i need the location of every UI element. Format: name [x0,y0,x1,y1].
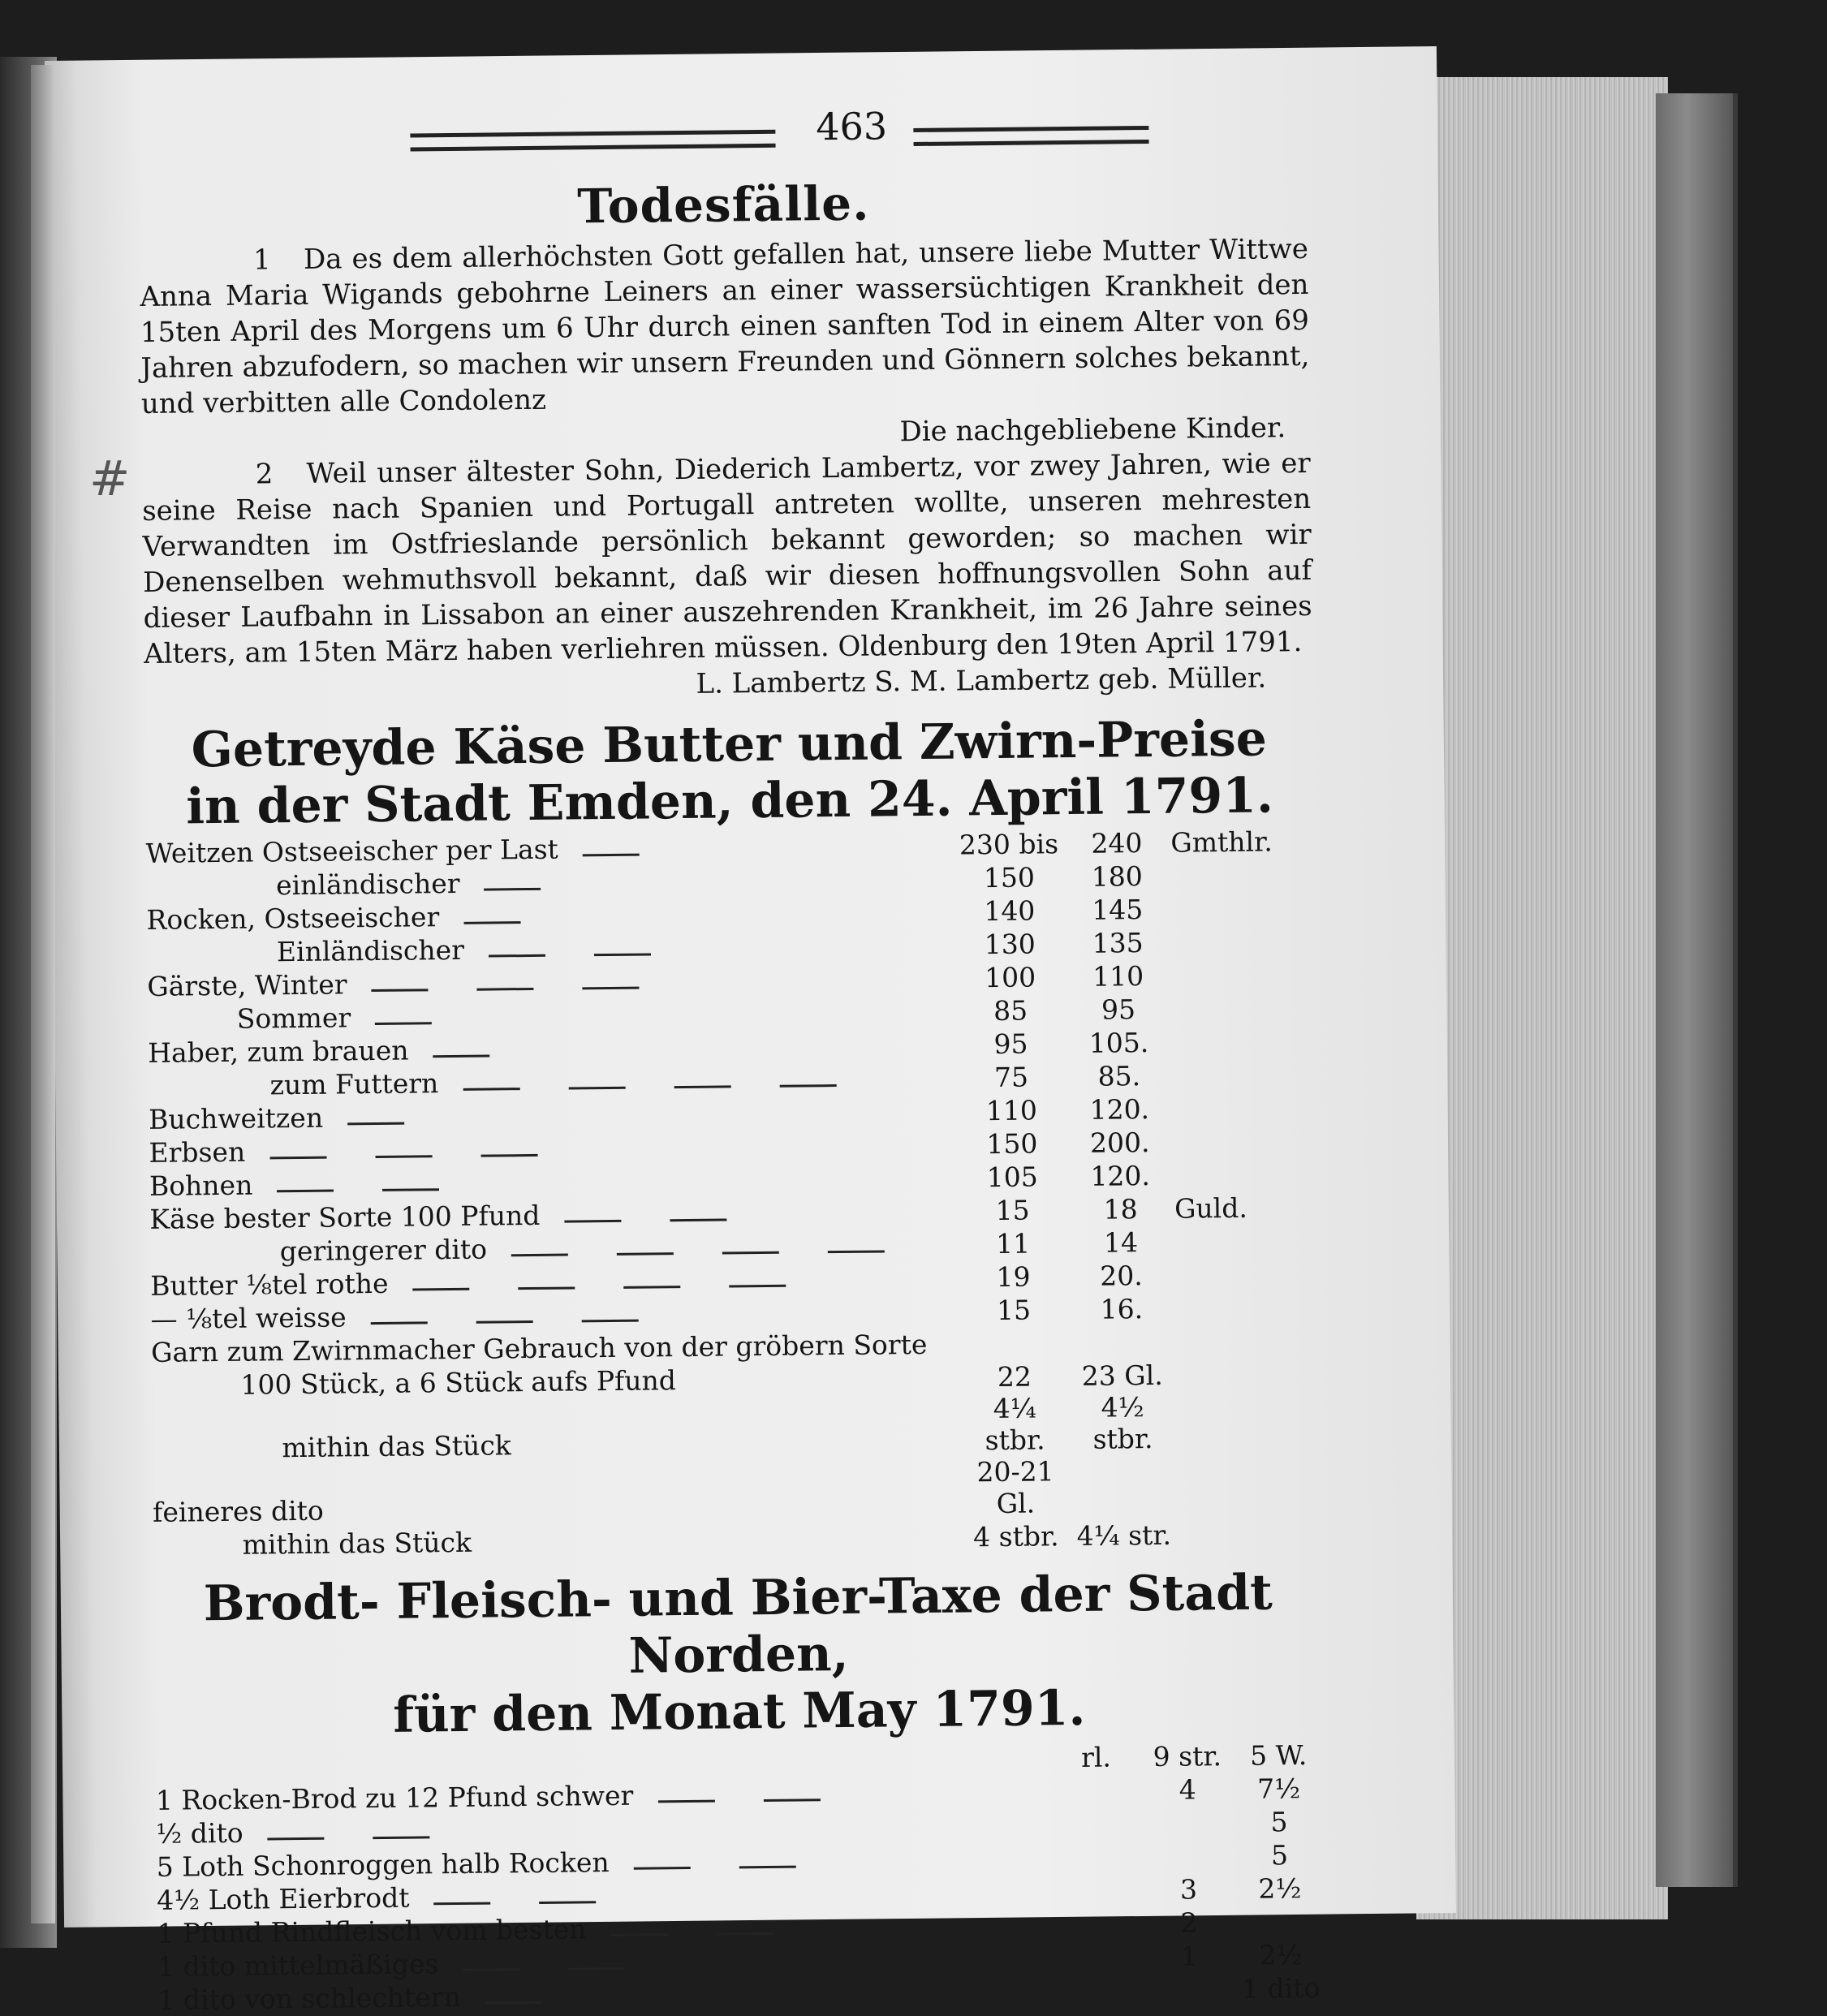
price-item-label: Erbsen [149,1136,245,1169]
tax-rl [1051,1773,1143,1807]
price-value-high: 23 Gl. [1068,1358,1176,1392]
leader-dash [463,921,520,924]
leader-dash [611,1933,668,1936]
tax-str: 4 [1142,1772,1234,1806]
tax-header-w: 5 W. [1233,1738,1325,1772]
price-row [153,1453,1322,1528]
spine-gutter [31,65,55,1923]
price-value-low: 85 [956,993,1064,1027]
price-value-high: 105. [1065,1025,1173,1059]
price-item-label: einländischer [146,868,460,902]
tax-str: 1 [1144,1938,1235,1972]
section-title-line: Getreyde Käse Butter und Zwirn-Preise [144,710,1314,779]
price-value-high: 85. [1065,1058,1173,1092]
price-value-low: 15 [959,1292,1067,1326]
price-unit [1175,1256,1320,1291]
price-item-label: Bohnen [149,1170,253,1202]
price-item-label: 100 Stück, a 6 Stück aufs Pfund [151,1364,676,1402]
notice-place-date: Oldenburg den 19ten April 1791. [838,626,1302,663]
leader-dash [413,1288,470,1291]
leader-dash [347,1122,404,1126]
leader-dash [674,1085,730,1088]
leader-dash [617,1252,674,1256]
leader-dash [583,854,640,857]
leader-dash [511,1254,568,1257]
price-value-high: 145 [1063,892,1171,926]
price-unit [1172,957,1316,992]
price-value-high: 240 [1062,825,1170,859]
price-value-high: 200. [1066,1125,1174,1159]
leader-dash [269,1157,326,1160]
leader-dash [722,1251,779,1255]
price-unit [1174,1090,1318,1125]
price-item-label: — ⅛tel weisse [150,1301,346,1335]
price-value-low: 105 [959,1159,1066,1193]
price-unit [1171,924,1316,958]
price-unit: Guld. [1174,1190,1319,1225]
death-notice-2 [142,446,1313,672]
price-item-label: Gärste, Winter [147,968,347,1002]
price-unit [1171,857,1316,892]
price-value-high: 120. [1066,1092,1174,1126]
price-value-low: 140 [955,893,1063,927]
page-content [138,93,1327,2016]
price-value-low: 110 [958,1092,1066,1126]
price-value-low: 22 [960,1359,1068,1393]
leader-dash [730,1285,786,1288]
price-item-label: feineres dito [153,1495,324,1528]
price-value-high: 120. [1066,1158,1174,1192]
leader-dash [670,1218,726,1221]
price-unit [1174,1123,1318,1158]
price-item-label: mithin das Stück [152,1429,511,1465]
price-row [152,1389,1321,1465]
price-value-low: 20-21 Gl. [961,1455,1070,1519]
section-title-line: Brodt- Fleisch- und Bier-Taxe der Stadt Norden, [153,1564,1323,1690]
price-value-low: 19 [959,1259,1067,1293]
price-unit [1173,1057,1317,1092]
tax-rl [1053,1972,1144,2006]
header-rule-right [913,126,1148,146]
page-number: 463 [816,104,887,149]
leader-dash [268,1837,325,1841]
price-unit [1176,1323,1321,1358]
notice-text: Da es dem allerhöchsten Gott gefallen hat, unsere liebe Mutter Wittwe Anna Maria Wigands gebohrne Leiners an einer wassersüchtigen Krankheit den 15ten April des Morgens um 6 Uhr durch einen sanften Tod in einem Alter von 69 Jahren abzufodern, so machen wir unsern Freunden und Gönnern solches bekannt, und verbitten alle Condolenz [140,233,1309,420]
tax-w: 5 [1234,1804,1325,1838]
price-value-low: 95 [957,1026,1065,1060]
leader-dash [485,2001,542,2005]
leader-dash [519,1286,575,1290]
leader-dash [476,1320,533,1324]
section-title-line: für den Monat May 1791. [154,1678,1324,1747]
price-unit [1174,1223,1319,1258]
leader-dash [463,1968,519,1971]
price-value-high: 180 [1063,859,1171,893]
tax-w: 2½ [1235,1937,1326,1971]
tax-w [1235,1904,1326,1938]
death-notice-1 [140,231,1310,422]
price-unit [1176,1356,1321,1391]
tax-w: 5 [1234,1837,1325,1872]
leader-dash [477,988,534,991]
price-value-high: 4¼ str. [1070,1518,1178,1552]
tax-rl [1051,1806,1143,1840]
price-item-label: Garn zum Zwirnmacher Gebrauch von der gröbern Sorte [151,1329,928,1368]
price-item-label: mithin das Stück [153,1527,472,1562]
price-unit [1174,1157,1318,1191]
price-item-label: Haber, zum brauen [148,1035,409,1069]
leader-dash [594,953,651,956]
leader-dash [624,1286,681,1289]
price-unit [1175,1290,1320,1325]
leader-dash [277,1190,334,1193]
price-value-low [960,1325,1068,1359]
leader-dash [779,1084,836,1088]
leader-dash [582,1320,639,1323]
section-title-line: in der Stadt Emden, den 24. April 1791. [145,767,1315,836]
leader-dash [739,1866,796,1869]
price-unit [1171,890,1316,925]
leader-dash [540,1901,597,1904]
leader-dash [564,1220,621,1223]
leader-dash [373,1836,430,1839]
price-value-low: 11 [959,1226,1066,1260]
leader-dash [433,1055,490,1058]
margin-mark: # [89,450,138,515]
price-value-low: 75 [957,1059,1065,1093]
price-unit [1176,1389,1321,1454]
tax-item-label: 1 dito mittelmäßiges [157,1948,439,1983]
leader-dash [489,954,545,958]
page-edges [1416,77,1668,1919]
tax-str [1142,1805,1234,1839]
price-value-low: 100 [956,959,1064,993]
leader-dash [634,1867,691,1870]
price-unit: Gmthlr. [1170,824,1315,859]
price-value-high: 95 [1064,992,1172,1026]
price-item-label: Einländischer [147,934,464,969]
price-item-label: Rocken, Ostseeischer [146,901,439,936]
price-value-low: 230 bis [954,826,1062,860]
tax-item-label: 5 Loth Schonroggen halb Rocken [157,1846,610,1883]
price-value-low: 150 [955,859,1063,894]
price-value-high: 18 [1066,1191,1174,1226]
tax-rl [1053,1939,1144,1973]
price-table [145,824,1321,1562]
section-title-tax [153,1564,1324,1747]
price-value-high: 4½ stbr. [1069,1391,1178,1455]
section-title-deaths: Todesfälle. [139,171,1308,239]
price-value-high [1069,1454,1178,1518]
price-value-low: 150 [958,1126,1066,1160]
notice-2-signature: L. Lambertz S. M. Lambertz geb. Müller. [696,661,1266,700]
leader-dash [463,1088,519,1091]
price-item-label: Butter ⅛tel rothe [150,1268,389,1302]
leader-dash [480,1154,537,1157]
tax-str: 2 [1144,1905,1235,1939]
book-cover-right [1656,93,1738,1887]
leader-dash [583,987,640,990]
tax-rl [1052,1872,1144,1906]
notice-1-signature: Die nachgebliebene Kinder. [141,410,1310,458]
price-item-label: Buchweitzen [149,1102,323,1135]
price-item-label: Käse bester Sorte 100 Pfund [149,1200,540,1235]
tax-header-rl: rl. [1050,1739,1142,1773]
leader-dash [717,1932,773,1936]
leader-dash [568,1967,625,1971]
price-value-low: 130 [956,926,1064,960]
tax-item-label: ½ dito [156,1817,243,1850]
leader-dash [568,1087,625,1090]
leader-dash [375,1022,432,1025]
page-header [138,93,1308,170]
header-rule-left [410,130,775,152]
leader-dash [375,1155,432,1158]
tax-item-label: 1 dito von schlechtern [157,1981,461,2016]
tax-w: 1 dito [1235,1971,1327,2005]
tax-rl [1052,1906,1144,1940]
price-item-label: Sommer [148,1002,351,1036]
tax-rl [1051,1839,1143,1873]
leader-dash [382,1188,439,1191]
price-value-high: 110 [1064,958,1172,993]
price-unit [1173,1023,1317,1058]
leader-dash [485,888,541,891]
price-value-low: 15 [959,1192,1066,1226]
tax-str: 3 [1143,1872,1235,1906]
leader-dash [434,1902,491,1906]
price-item-label: geringerer dito [150,1234,488,1269]
price-value-high: 20. [1067,1258,1175,1292]
leader-dash [763,1798,820,1802]
tax-str [1144,1971,1235,2005]
tax-item-label: 4½ Loth Eierbrodt [157,1882,410,1916]
price-unit [1177,1453,1321,1518]
price-item-label: Weitzen Ostseeischer per Last [145,834,558,869]
leader-dash [657,1800,714,1803]
tax-table [155,1738,1326,2016]
notice-text: Weil unser ältester Sohn, Diederich Lambertz, vor zwey Jahren, wie er seine Reise nach Spanien und Portugall antreten wollte, unseren mehresten Verwandten im Ostfrieslande persönlich bekannt geworden; so machen wir Denenselben wehmuthsvoll bekannt, daß wir diesen hoffnungsvollen Sohn auf dieser Laufbahn in Lissabon an einer auszehrenden Krankheit, im 26 Jahre seines Alters, am 15ten März haben verliehren müssen. [142,447,1312,670]
section-title-prices [144,710,1314,836]
price-unit [1178,1516,1322,1551]
price-value-low: 4 stbr. [962,1518,1070,1553]
price-value-high: 16. [1067,1291,1175,1325]
price-value-high [1068,1325,1176,1359]
leader-dash [371,1321,428,1325]
tax-str [1143,1838,1235,1872]
price-value-high: 14 [1066,1225,1174,1259]
leader-dash [828,1250,885,1253]
tax-w: 2½ [1234,1871,1325,1905]
price-item [152,1393,962,1464]
tax-item-label: 1 Rocken-Brod zu 12 Pfund schwer [156,1780,634,1816]
price-item [153,1456,963,1527]
tax-header-str: 9 str. [1141,1738,1233,1773]
price-value-high: 135 [1063,925,1171,959]
price-value-low: 4¼ stbr. [961,1392,1070,1456]
price-item-label: zum Futtern [148,1067,438,1102]
leader-dash [372,989,429,992]
tax-item-label: 1 Pfund Rindfleisch vom besten [157,1913,586,1949]
price-unit [1172,990,1316,1025]
tax-w: 7½ [1233,1771,1325,1805]
